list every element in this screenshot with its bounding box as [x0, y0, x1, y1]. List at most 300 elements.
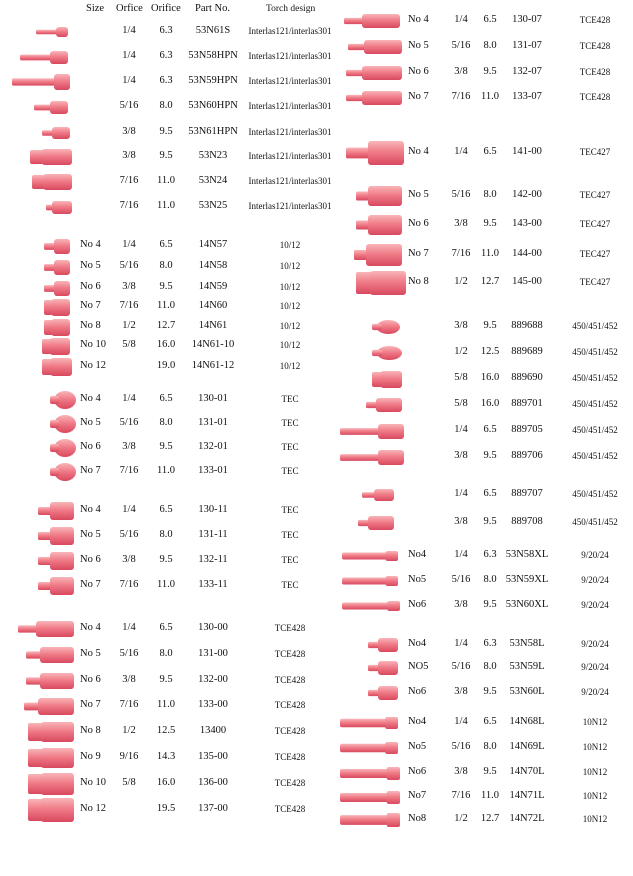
left-row-orifice-mm: 12.5: [156, 725, 176, 736]
right-row-nozzle-image: [368, 636, 398, 654]
left-row-torch-design: 10/12: [279, 361, 301, 371]
left-row-part-no: 53N59HPN: [188, 75, 238, 86]
right-row-orifice-inch: 5/8: [454, 398, 468, 409]
right-row-nozzle-image: [372, 370, 402, 389]
left-row-orifice-mm: 9.5: [159, 126, 173, 137]
right-row-orifice-inch: 1/4: [454, 146, 468, 157]
right-row-nozzle-image: [342, 574, 398, 588]
right-row-torch-design: 450/451/452: [572, 321, 618, 331]
right-row-nozzle-image: [344, 12, 400, 30]
left-row-orifice-inch: 5/16: [119, 417, 139, 428]
right-row-part-no: 53N59XL: [505, 574, 549, 585]
left-row-torch-design: TCE428: [274, 726, 306, 736]
right-row-size: No 6: [408, 66, 429, 77]
right-row-torch-design: TEC427: [579, 249, 611, 259]
right-row-size: No 7: [408, 248, 429, 259]
left-row-part-no: 132-00: [198, 674, 228, 685]
left-row-size: No 12: [80, 803, 106, 814]
right-row-orifice-inch: 7/16: [451, 91, 471, 102]
right-row-nozzle-image: [358, 514, 394, 532]
left-row-size: No 5: [80, 417, 101, 428]
right-row-nozzle-image: [372, 318, 400, 336]
left-row-nozzle-image: [50, 437, 76, 459]
right-row-nozzle-image: [362, 487, 394, 503]
right-row-torch-design: TEC427: [579, 147, 611, 157]
left-row-orifice-inch: 7/16: [119, 300, 139, 311]
right-row-part-no: 53N58L: [509, 638, 545, 649]
left-row-size: No 10: [80, 777, 106, 788]
right-row-nozzle-image: [340, 422, 404, 441]
right-row-torch-design: 9/20/24: [581, 639, 609, 649]
right-row-orifice-mm: 8.0: [483, 40, 497, 51]
left-row-size: No 7: [80, 699, 101, 710]
left-row-orifice-inch: 1/4: [122, 25, 136, 36]
right-row-part-no: 131-07: [512, 40, 542, 51]
right-row-orifice-inch: 3/8: [454, 66, 468, 77]
left-row-nozzle-image: [50, 389, 76, 411]
right-row-nozzle-image: [356, 184, 402, 208]
left-row-nozzle-image: [44, 318, 70, 337]
left-row-nozzle-image: [28, 721, 74, 743]
left-row-part-no: 131-01: [198, 417, 228, 428]
right-row-orifice-mm: 6.5: [483, 14, 497, 25]
left-row-nozzle-image: [28, 747, 74, 769]
left-row-orifice-inch: 3/8: [122, 126, 136, 137]
right-row-orifice-inch: 1/4: [454, 14, 468, 25]
right-row-orifice-mm: 9.5: [483, 686, 497, 697]
right-row-orifice-mm: 11.0: [481, 91, 499, 102]
left-row-nozzle-image: [32, 173, 72, 191]
left-row-size: No 4: [80, 504, 101, 515]
right-row-part-no: 142-00: [512, 189, 542, 200]
left-row-orifice-mm: 12.7: [156, 320, 176, 331]
right-row-part-no: 889701: [511, 398, 543, 409]
left-row-nozzle-image: [38, 525, 74, 547]
left-row-orifice-inch: 3/8: [122, 441, 136, 452]
right-row-torch-design: 450/451/452: [572, 425, 618, 435]
left-row-part-no: 13400: [199, 725, 227, 736]
left-row-orifice-mm: 9.5: [159, 150, 173, 161]
right-row-orifice-inch: 1/2: [454, 346, 468, 357]
right-row-part-no: 133-07: [512, 91, 542, 102]
right-row-torch-design: TEC427: [579, 190, 611, 200]
right-row-orifice-mm: 6.5: [483, 716, 497, 727]
left-row-torch-design: TCE428: [274, 623, 306, 633]
left-row-size: No 5: [80, 648, 101, 659]
left-row-size: No 8: [80, 725, 101, 736]
right-row-orifice-inch: 3/8: [454, 599, 468, 610]
right-row-size: No6: [408, 686, 427, 697]
right-row-nozzle-image: [340, 789, 400, 806]
left-row-torch-design: Interlas121/interlas301: [248, 127, 332, 137]
right-row-torch-design: 450/451/452: [572, 373, 618, 383]
left-row-size: No 7: [80, 579, 101, 590]
left-row-orifice-mm: 9.5: [159, 554, 173, 565]
left-row-torch-design: 10/12: [279, 301, 301, 311]
left-row-size: No 4: [80, 622, 101, 633]
left-row-orifice-mm: 9.5: [159, 441, 173, 452]
right-row-part-no: 889707: [511, 488, 543, 499]
right-row-orifice-inch: 1/4: [454, 488, 468, 499]
left-row-torch-design: TEC: [281, 530, 299, 540]
right-row-orifice-mm: 12.7: [480, 813, 500, 824]
left-row-orifice-mm: 19.5: [156, 803, 176, 814]
left-row-part-no: 53N61HPN: [188, 126, 238, 137]
left-row-orifice-inch: 3/8: [122, 674, 136, 685]
right-row-size: No 5: [408, 40, 429, 51]
left-row-nozzle-image: [28, 772, 74, 796]
right-row-part-no: 53N59L: [509, 661, 545, 672]
left-row-nozzle-image: [38, 575, 74, 597]
left-row-part-no: 137-00: [198, 803, 228, 814]
left-row-nozzle-image: [30, 148, 72, 166]
left-row-orifice-mm: 9.5: [159, 281, 173, 292]
left-row-part-no: 14N58: [198, 260, 228, 271]
left-row-nozzle-image: [26, 671, 74, 691]
right-row-size: No 7: [408, 91, 429, 102]
left-row-size: No 5: [80, 529, 101, 540]
left-row-torch-design: TCE428: [274, 752, 306, 762]
left-row-orifice-inch: 1/4: [122, 50, 136, 61]
right-row-torch-design: TCE428: [579, 67, 611, 77]
left-row-orifice-mm: 11.0: [157, 579, 175, 590]
right-row-orifice-mm: 8.0: [483, 189, 497, 200]
right-row-torch-design: 450/451/452: [572, 489, 618, 499]
left-row-nozzle-image: [20, 49, 68, 66]
right-row-nozzle-image: [340, 448, 404, 467]
left-row-orifice-inch: 1/4: [122, 239, 136, 250]
left-row-orifice-inch: 5/16: [119, 648, 139, 659]
left-row-part-no: 53N24: [198, 175, 228, 186]
left-row-part-no: 14N57: [198, 239, 228, 250]
left-row-nozzle-image: [44, 279, 70, 298]
left-row-orifice-mm: 8.0: [159, 648, 173, 659]
left-row-part-no: 133-11: [198, 579, 228, 590]
right-row-nozzle-image: [340, 765, 400, 782]
right-row-nozzle-image: [356, 213, 402, 237]
right-row-nozzle-image: [340, 740, 398, 756]
left-row-nozzle-image: [42, 125, 70, 141]
right-row-size: No 8: [408, 276, 429, 287]
right-row-orifice-mm: 11.0: [481, 790, 499, 801]
right-row-torch-design: 10N12: [582, 742, 608, 752]
left-row-torch-design: TCE428: [274, 700, 306, 710]
left-row-orifice-mm: 6.3: [159, 50, 173, 61]
left-row-orifice-mm: 11.0: [157, 465, 175, 476]
right-row-size: No8: [408, 813, 427, 824]
right-row-orifice-inch: 7/16: [451, 248, 471, 259]
left-row-part-no: 14N61-12: [191, 360, 235, 371]
left-row-part-no: 131-11: [198, 529, 228, 540]
left-row-orifice-mm: 8.0: [159, 417, 173, 428]
left-row-part-no: 14N60: [198, 300, 228, 311]
left-row-torch-design: TCE428: [274, 804, 306, 814]
right-row-torch-design: 450/451/452: [572, 451, 618, 461]
right-row-torch-design: 450/451/452: [572, 399, 618, 409]
left-row-torch-design: 10/12: [279, 240, 301, 250]
right-row-orifice-inch: 5/16: [451, 574, 471, 585]
left-row-orifice-mm: 11.0: [157, 200, 175, 211]
right-row-torch-design: 9/20/24: [581, 575, 609, 585]
left-row-orifice-inch: 7/16: [119, 465, 139, 476]
left-row-part-no: 133-00: [198, 699, 228, 710]
left-row-size: No 6: [80, 281, 101, 292]
right-row-nozzle-image: [368, 684, 398, 702]
left-row-size: No 6: [80, 674, 101, 685]
left-row-torch-design: TCE428: [274, 649, 306, 659]
left-row-torch-design: 10/12: [279, 340, 301, 350]
left-row-orifice-inch: 5/16: [119, 260, 139, 271]
left-row-nozzle-image: [50, 461, 76, 483]
left-row-part-no: 130-01: [198, 393, 228, 404]
right-row-orifice-inch: 3/8: [454, 450, 468, 461]
right-row-orifice-mm: 9.5: [483, 218, 497, 229]
left-row-orifice-inch: 1/2: [122, 725, 136, 736]
right-row-torch-design: 9/20/24: [581, 687, 609, 697]
right-row-nozzle-image: [368, 659, 398, 677]
right-row-part-no: 889688: [511, 320, 543, 331]
left-row-torch-design: Interlas121/interlas301: [248, 176, 332, 186]
right-row-orifice-mm: 16.0: [480, 398, 500, 409]
left-row-torch-design: Interlas121/interlas301: [248, 201, 332, 211]
right-row-size: No4: [408, 549, 427, 560]
left-row-orifice-inch: 7/16: [119, 579, 139, 590]
right-row-part-no: 143-00: [512, 218, 542, 229]
left-row-part-no: 130-11: [198, 504, 228, 515]
right-row-orifice-mm: 16.0: [480, 372, 500, 383]
right-row-orifice-mm: 8.0: [483, 574, 497, 585]
right-row-orifice-mm: 6.5: [483, 424, 497, 435]
left-row-orifice-inch: 1/4: [122, 622, 136, 633]
right-row-torch-design: 10N12: [582, 814, 608, 824]
right-row-orifice-inch: 1/4: [454, 638, 468, 649]
left-row-size: No 6: [80, 554, 101, 565]
left-row-part-no: 53N61S: [195, 25, 231, 36]
right-row-size: No6: [408, 766, 427, 777]
left-row-part-no: 133-01: [198, 465, 228, 476]
left-row-nozzle-image: [46, 199, 72, 216]
right-row-part-no: 53N60L: [509, 686, 545, 697]
left-row-torch-design: TEC: [281, 466, 299, 476]
left-row-nozzle-image: [18, 619, 74, 639]
right-row-orifice-mm: 6.3: [483, 549, 497, 560]
right-row-size: No5: [408, 741, 427, 752]
right-row-nozzle-image: [354, 242, 402, 268]
right-row-size: No7: [408, 790, 427, 801]
left-row-size: No 12: [80, 360, 106, 371]
left-row-orifice-inch: 1/4: [122, 393, 136, 404]
left-row-orifice-inch: 7/16: [119, 200, 139, 211]
left-row-orifice-inch: 5/16: [119, 100, 139, 111]
right-row-torch-design: TCE428: [579, 41, 611, 51]
right-row-orifice-inch: 7/16: [451, 790, 471, 801]
left-row-part-no: 132-01: [198, 441, 228, 452]
left-row-orifice-inch: 1/2: [122, 320, 136, 331]
right-row-part-no: 889706: [511, 450, 543, 461]
right-row-orifice-inch: 1/2: [454, 813, 468, 824]
left-row-part-no: 53N23: [198, 150, 228, 161]
left-row-nozzle-image: [12, 72, 70, 92]
left-row-orifice-inch: 3/8: [122, 150, 136, 161]
right-row-orifice-inch: 5/16: [451, 189, 471, 200]
left-row-orifice-inch: 5/8: [122, 339, 136, 350]
right-row-part-no: 889689: [511, 346, 543, 357]
left-row-orifice-mm: 11.0: [157, 300, 175, 311]
left-row-part-no: 132-11: [198, 554, 228, 565]
right-row-nozzle-image: [340, 811, 400, 829]
header-orifice-inch: Orfice: [116, 3, 143, 14]
right-row-orifice-inch: 3/8: [454, 766, 468, 777]
right-row-torch-design: TCE428: [579, 92, 611, 102]
right-row-orifice-mm: 9.5: [483, 66, 497, 77]
right-row-size: No4: [408, 716, 427, 727]
right-row-nozzle-image: [342, 599, 400, 613]
right-row-orifice-mm: 6.5: [483, 488, 497, 499]
right-row-size: No 5: [408, 189, 429, 200]
right-row-orifice-inch: 3/8: [454, 686, 468, 697]
left-row-orifice-mm: 6.5: [159, 393, 173, 404]
left-row-size: No 6: [80, 441, 101, 452]
right-row-orifice-inch: 5/16: [451, 741, 471, 752]
left-row-size: No 10: [80, 339, 106, 350]
left-row-nozzle-image: [44, 258, 70, 277]
right-row-torch-design: 450/451/452: [572, 347, 618, 357]
left-row-nozzle-image: [26, 645, 74, 665]
right-row-part-no: 53N60XL: [505, 599, 549, 610]
left-row-orifice-mm: 11.0: [157, 699, 175, 710]
right-row-orifice-mm: 12.5: [480, 346, 500, 357]
right-row-nozzle-image: [346, 64, 402, 82]
right-row-part-no: 14N72L: [509, 813, 545, 824]
right-row-part-no: 145-00: [512, 276, 542, 287]
right-row-orifice-mm: 6.3: [483, 638, 497, 649]
left-row-orifice-mm: 9.5: [159, 674, 173, 685]
right-row-orifice-mm: 9.5: [483, 320, 497, 331]
left-row-orifice-mm: 6.3: [159, 25, 173, 36]
right-row-orifice-inch: 1/4: [454, 549, 468, 560]
left-row-size: No 4: [80, 393, 101, 404]
left-row-orifice-mm: 8.0: [159, 260, 173, 271]
left-row-part-no: 131-00: [198, 648, 228, 659]
left-row-torch-design: TEC: [281, 394, 299, 404]
right-row-orifice-mm: 9.5: [483, 450, 497, 461]
right-row-nozzle-image: [346, 89, 402, 107]
left-row-part-no: 14N59: [198, 281, 228, 292]
right-row-part-no: 889705: [511, 424, 543, 435]
left-row-part-no: 14N61-10: [191, 339, 235, 350]
right-row-part-no: 130-07: [512, 14, 542, 25]
right-row-part-no: 132-07: [512, 66, 542, 77]
left-row-orifice-mm: 11.0: [157, 175, 175, 186]
right-row-torch-design: TEC427: [579, 277, 611, 287]
left-row-part-no: 135-00: [198, 751, 228, 762]
left-row-orifice-inch: 7/16: [119, 175, 139, 186]
right-row-orifice-inch: 3/8: [454, 516, 468, 527]
left-row-orifice-mm: 8.0: [159, 529, 173, 540]
left-row-torch-design: Interlas121/interlas301: [248, 101, 332, 111]
left-row-torch-design: TCE428: [274, 778, 306, 788]
right-row-part-no: 14N69L: [509, 741, 545, 752]
right-row-orifice-mm: 8.0: [483, 661, 497, 672]
left-row-size: No 9: [80, 751, 101, 762]
left-row-nozzle-image: [44, 298, 70, 317]
left-row-orifice-inch: 1/4: [122, 75, 136, 86]
left-row-part-no: 53N60HPN: [188, 100, 238, 111]
left-row-torch-design: TEC: [281, 580, 299, 590]
right-row-torch-design: 10N12: [582, 791, 608, 801]
left-row-part-no: 53N25: [198, 200, 228, 211]
right-row-orifice-mm: 9.5: [483, 599, 497, 610]
right-row-orifice-mm: 9.5: [483, 516, 497, 527]
right-row-size: NO5: [408, 661, 429, 672]
right-row-torch-design: 10N12: [582, 717, 608, 727]
left-row-orifice-mm: 8.0: [159, 100, 173, 111]
header-orifice-mm: Orifice: [151, 3, 181, 14]
right-row-orifice-inch: 1/4: [454, 424, 468, 435]
left-row-orifice-mm: 6.5: [159, 239, 173, 250]
right-row-size: No6: [408, 599, 427, 610]
left-row-torch-design: 10/12: [279, 282, 301, 292]
left-row-orifice-mm: 6.3: [159, 75, 173, 86]
right-row-nozzle-image: [346, 139, 404, 167]
left-row-torch-design: Interlas121/interlas301: [248, 76, 332, 86]
left-row-nozzle-image: [50, 413, 76, 435]
right-row-orifice-inch: 5/16: [451, 661, 471, 672]
right-row-orifice-mm: 11.0: [481, 248, 499, 259]
right-row-torch-design: 9/20/24: [581, 662, 609, 672]
left-row-nozzle-image: [36, 25, 68, 39]
right-row-part-no: 889690: [511, 372, 543, 383]
right-row-nozzle-image: [372, 344, 402, 362]
left-row-torch-design: 10/12: [279, 321, 301, 331]
left-row-torch-design: TEC: [281, 555, 299, 565]
left-row-orifice-inch: 3/8: [122, 554, 136, 565]
right-row-torch-design: TCE428: [579, 15, 611, 25]
left-row-orifice-inch: 9/16: [119, 751, 139, 762]
left-row-size: No 8: [80, 320, 101, 331]
right-row-torch-design: 10N12: [582, 767, 608, 777]
left-row-torch-design: TEC: [281, 418, 299, 428]
left-row-orifice-mm: 14.3: [156, 751, 176, 762]
left-row-torch-design: Interlas121/interlas301: [248, 151, 332, 161]
left-row-nozzle-image: [38, 500, 74, 522]
right-row-part-no: 141-00: [512, 146, 542, 157]
right-row-orifice-mm: 6.5: [483, 146, 497, 157]
left-row-torch-design: TEC: [281, 442, 299, 452]
right-row-orifice-inch: 1/2: [454, 276, 468, 287]
right-row-size: No 6: [408, 218, 429, 229]
left-row-torch-design: Interlas121/interlas301: [248, 26, 332, 36]
right-row-torch-design: 9/20/24: [581, 550, 609, 560]
left-row-torch-design: TEC: [281, 505, 299, 515]
right-row-part-no: 53N58XL: [505, 549, 549, 560]
right-row-orifice-inch: 5/16: [451, 40, 471, 51]
right-row-size: No4: [408, 638, 427, 649]
header-torch-design: Torch design: [266, 4, 316, 14]
left-row-part-no: 14N61: [198, 320, 228, 331]
left-row-part-no: 130-00: [198, 622, 228, 633]
right-row-part-no: 14N68L: [509, 716, 545, 727]
left-row-size: No 4: [80, 239, 101, 250]
left-row-orifice-mm: 6.5: [159, 622, 173, 633]
left-row-orifice-mm: 6.5: [159, 504, 173, 515]
right-row-nozzle-image: [340, 715, 398, 731]
right-row-torch-design: 450/451/452: [572, 517, 618, 527]
right-row-orifice-inch: 3/8: [454, 218, 468, 229]
left-row-size: No 7: [80, 300, 101, 311]
left-row-orifice-inch: 1/4: [122, 504, 136, 515]
left-row-part-no: 53N58HPN: [188, 50, 238, 61]
